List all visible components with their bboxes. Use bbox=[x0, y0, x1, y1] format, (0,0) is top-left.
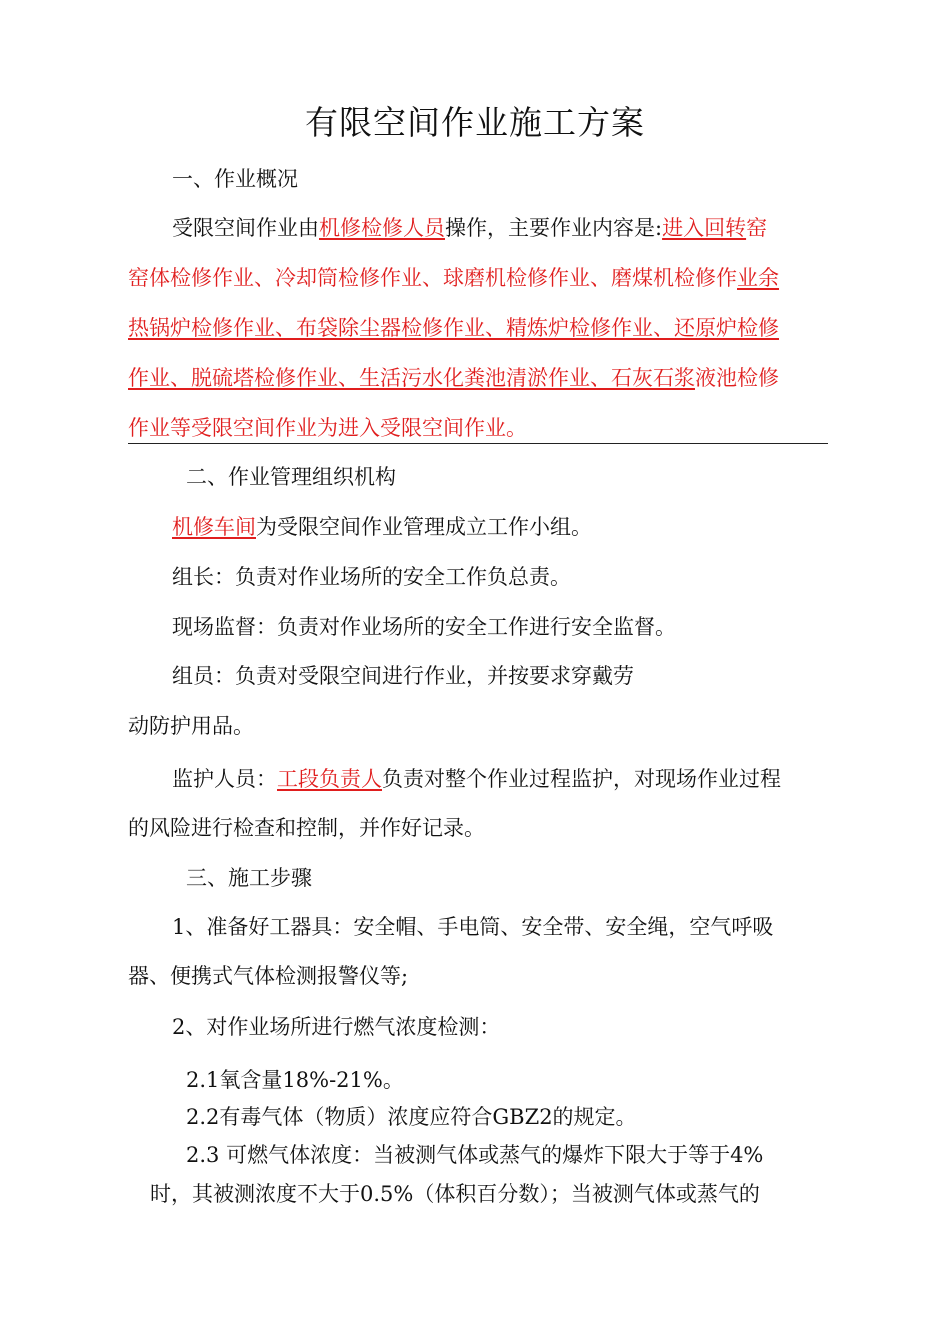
guard-line-2: 的风险进行检查和控制，并作好记录。 bbox=[128, 816, 485, 840]
section-heading-organization: 二、作业管理组织机构 bbox=[186, 465, 396, 489]
section-leader-link: 工段负责人 bbox=[277, 767, 382, 791]
overview-line-4 bbox=[128, 364, 779, 392]
page-title: 有限空间作业施工方案 bbox=[305, 103, 645, 142]
overview-line-2 bbox=[128, 264, 779, 292]
workshop-link: 机修车间 bbox=[172, 515, 256, 539]
member-line-1: 组员：负责对受限空间进行作业，并按要求穿戴劳 bbox=[172, 664, 634, 688]
step2-2-line: 2.2有毒气体（物质）浓度应符合GBZ2的规定。 bbox=[186, 1105, 637, 1129]
guard-label: 监护人员： bbox=[172, 767, 277, 791]
overview-red-text: 窑体检修作业、冷却筒检修作业、球磨机检修作业、磨煤机检修作 bbox=[128, 266, 737, 290]
step1-line-1: 1、准备好工器具：安全帽、手电筒、安全带、安全绳，空气呼吸 bbox=[172, 915, 774, 939]
member-line-2: 动防护用品。 bbox=[128, 714, 254, 738]
step2-3-line-2: 时，其被测浓度不大于0.5%（体积百分数）；当被测气体或蒸气的 bbox=[150, 1182, 760, 1206]
overview-red-text: 窑 bbox=[746, 216, 768, 240]
section-heading-overview: 一、作业概况 bbox=[172, 167, 298, 191]
step2-line: 2、对作业场所进行燃气浓度检测： bbox=[172, 1015, 501, 1039]
overview-line-5: 作业等受限空间作业为进入受限空间作业。 bbox=[128, 416, 527, 440]
leader-line: 组长：负责对作业场所的安全工作负总责。 bbox=[172, 565, 571, 589]
guard-line-1 bbox=[172, 765, 781, 793]
organization-intro bbox=[172, 513, 592, 541]
step1-line-2: 器、便携式气体检测报警仪等; bbox=[128, 964, 409, 988]
overview-line-3: 热锅炉检修作业、布袋除尘器检修作业、精炼炉检修作业、还原炉检修 bbox=[128, 316, 779, 340]
section-heading-steps: 三、施工步骤 bbox=[186, 866, 312, 890]
maintenance-staff-link: 机修检修人员 bbox=[319, 216, 445, 240]
guard-text: 负责对整个作业过程监护，对现场作业过程 bbox=[382, 767, 781, 791]
supervisor-line: 现场监督：负责对作业场所的安全工作进行安全监督。 bbox=[172, 615, 676, 639]
step2-3-line-1: 2.3 可燃气体浓度：当被测气体或蒸气的爆炸下限大于等于4% bbox=[186, 1143, 764, 1167]
overview-line-1 bbox=[172, 214, 767, 242]
step2-1-line: 2.1氧含量18%-21%。 bbox=[186, 1068, 404, 1092]
overview-underlined-text: 业余 bbox=[737, 266, 779, 290]
section-divider bbox=[128, 443, 828, 444]
overview-text: 受限空间作业由 bbox=[172, 216, 319, 240]
overview-underlined-text: 作业、脱硫塔检修作业、生活污水化粪池清淤作业、石灰石浆 bbox=[128, 366, 695, 390]
overview-red-text: 液池检修 bbox=[695, 366, 779, 390]
kiln-entry-text: 进入回转 bbox=[662, 216, 747, 240]
overview-text: 操作，主要作业内容是: bbox=[445, 216, 663, 240]
organization-text: 为受限空间作业管理成立工作小组。 bbox=[256, 515, 592, 539]
